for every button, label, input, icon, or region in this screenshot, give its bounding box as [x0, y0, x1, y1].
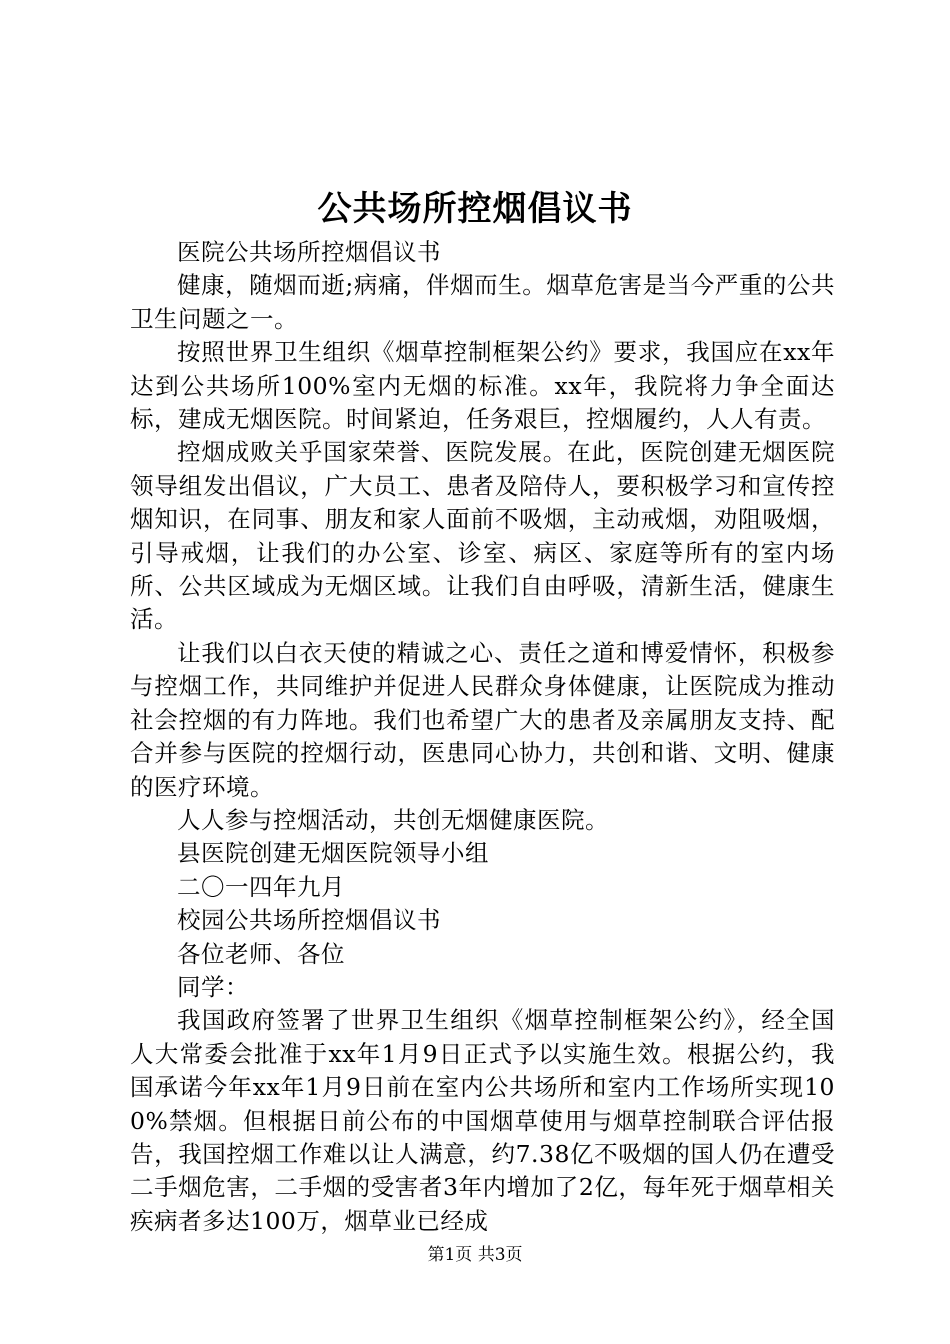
- paragraph: 健康，随烟而逝;病痛，伴烟而生。烟草危害是当今严重的公共卫生问题之一。: [130, 271, 835, 333]
- paragraph: 让我们以白衣天使的精诚之心、责任之道和博爱情怀，积极参与控烟工作，共同维护并促进人民群众身体健康，让医院成为推动社会控烟的有力阵地。我们也希望广大的患者及亲属朋友支持、配合并参与医院的控烟行动，医患同心协力，共创和谐、文明、健康的医疗环境。: [130, 638, 835, 801]
- paragraph-heading-hospital: 医院公共场所控烟倡议书: [177, 238, 441, 266]
- paragraph: 我国政府签署了世界卫生组织《烟草控制框架公约》，经全国人大常委会批准于xx年1月9日正式予以实施生效。根据公约，我国承诺今年xx年1月9日前在室内公共场所和室内工作场所实现100%禁烟。但根据日前公布的中国烟草使用与烟草控制联合评估报告，我国控烟工作难以让人满意，约7.38亿不吸烟的国人仍在遭受二手烟危害，二手烟的受害者3年内增加了2亿，每年死于烟草相关疾病者多达100万，烟草业已经成: [130, 1006, 835, 1235]
- paragraph-date: 二〇一四年九月: [177, 872, 345, 901]
- paragraph-signature: 县医院创建无烟医院领导小组: [177, 839, 489, 868]
- page-number-footer: 第1页 共3页: [427, 1245, 523, 1265]
- paragraph-salutation: 同学：: [177, 972, 249, 1001]
- paragraph-heading-campus: 校园公共场所控烟倡议书: [177, 906, 441, 935]
- paragraph: 按照世界卫生组织《烟草控制框架公约》要求，我国应在xx年达到公共场所100%室内无烟的标准。xx年，我院将力争全面达标，建成无烟医院。时间紧迫，任务艰巨，控烟履约，人人有责。: [130, 338, 835, 434]
- paragraph-salutation: 各位老师、各位: [177, 939, 345, 968]
- paragraph: 控烟成败关乎国家荣誉、医院发展。在此，医院创建无烟医院领导组发出倡议，广大员工、患者及陪侍人，要积极学习和宣传控烟知识，在同事、朋友和家人面前不吸烟，主动戒烟，劝阻吸烟，引导戒烟，让我们的办公室、诊室、病区、家庭等所有的室内场所、公共区域成为无烟区域。让我们自由呼吸，清新生活，健康生活。: [130, 438, 835, 634]
- document-title: 公共场所控烟倡议书: [317, 189, 633, 229]
- paragraph-slogan: 人人参与控烟活动，共创无烟健康医院。: [177, 805, 609, 834]
- document-body: [130, 236, 835, 1238]
